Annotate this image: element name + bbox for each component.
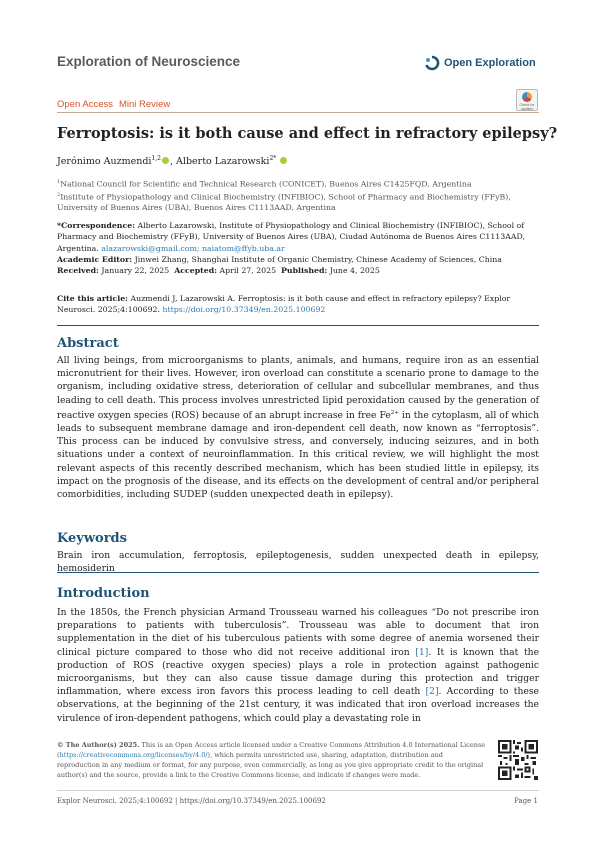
accepted-date: April 27, 2025 bbox=[217, 266, 277, 276]
correspondence-text: Alberto Lazarowski, Institute of Physiopathology and Clinical Biochemistry (INFIBIOC), School of Pharmacy and Biochemistry (FFyB), University of Buenos Aires (UBA), Ciudad Autónoma de Buenos Aires C1113AAD, Argentina. bbox=[57, 221, 525, 253]
cite-text: Auzmendi J, Lazarowski A. Ferroptosis: is it both cause and effect in refractory epilepsy? Explor Neurosci. 2025;4:100692. bbox=[57, 294, 511, 314]
article-tags bbox=[57, 99, 170, 110]
author-affiliation-marker: 1,2 bbox=[151, 155, 161, 162]
author-name: Alberto Lazarowski bbox=[176, 156, 270, 168]
received-label: Received: bbox=[57, 266, 99, 276]
orcid-icon[interactable] bbox=[280, 157, 287, 164]
page-number: Page 1 bbox=[514, 797, 538, 805]
updates-label: Check for updates bbox=[519, 103, 535, 111]
cite-label: Cite this article: bbox=[57, 294, 129, 303]
license-notice bbox=[57, 740, 487, 780]
reference-link[interactable]: [2] bbox=[425, 686, 439, 698]
accepted-label: Accepted: bbox=[174, 266, 218, 276]
received-date: January 22, 2025 bbox=[98, 266, 170, 276]
affiliation-text: National Council for Scientific and Technical Research (CONICET), Buenos Aires C1425FQD, Argentina bbox=[60, 179, 472, 189]
license-text: ), which permits unrestricted use, sharing, adaptation, distribution and reproduction in any medium or format, for any purpose, even commercially, as long as you give appropriate credit to the original author(s) and the source, provide a link to the Creative Commons license, and indicate if changes were made. bbox=[57, 751, 484, 779]
publisher-brand[interactable] bbox=[424, 55, 536, 71]
academic-editor bbox=[57, 254, 539, 265]
correspondence-email-link[interactable]: alazarowski@gmail.com; naiatom@ffyb.uba.ar bbox=[101, 243, 285, 253]
correspondence-label: *Correspondence: bbox=[57, 221, 136, 230]
author-separator: , bbox=[170, 156, 177, 168]
published-label: Published: bbox=[281, 266, 328, 276]
affiliations bbox=[57, 177, 539, 213]
affiliation bbox=[57, 190, 539, 214]
affiliation-marker: 2 bbox=[57, 191, 61, 198]
affiliation bbox=[57, 177, 539, 190]
editor-label: Academic Editor: bbox=[57, 254, 133, 264]
footer-citation: Explor Neurosci. 2025;4:100692 | https://doi.org/10.37349/en.2025.100692 bbox=[57, 797, 326, 805]
orcid-icon[interactable] bbox=[162, 157, 169, 164]
published-date: June 4, 2025 bbox=[327, 266, 380, 276]
mini-review-tag: Mini Review bbox=[118, 99, 171, 110]
open-access-tag: Open Access bbox=[57, 99, 113, 110]
introduction-text-part: . According to these observations, at the beginning of the 21st century, it was indicated that iron overload increases the virulence of iron-dependent pathogens, which could play a devastating role in bbox=[57, 686, 539, 724]
abstract-text-part: All living beings, from microorganisms to plants, animals, and humans, require iron as an essential micronutrient for their lives. However, iron overload can constitute a scenario prone to damage to the organism, including oxidative stress, deterioration of cellular and subcellular membranes, and thus leading to cell death. This process involves unrestricted lipid peroxidation caused by the generation of reactive oxygen species (ROS) because of an abrupt increase in free Fe bbox=[57, 355, 539, 421]
article-title: Ferroptosis: is it both cause and effect in refractory epilepsy? bbox=[57, 125, 558, 142]
article-dates bbox=[57, 265, 539, 276]
reference-link[interactable]: [1] bbox=[415, 646, 429, 658]
copyright-label: © The Author(s) 2025. bbox=[57, 741, 140, 749]
keywords-text: Brain iron accumulation, ferroptosis, epileptogenesis, sudden unexpected death in epilepsy, hemosiderin bbox=[57, 550, 539, 575]
updates-icon bbox=[522, 92, 532, 102]
footer-divider bbox=[57, 790, 539, 791]
publisher-name: Open Exploration bbox=[444, 57, 536, 69]
qr-code-icon[interactable] bbox=[498, 740, 538, 780]
license-link[interactable]: https://creativecommons.org/licenses/by/4.0/ bbox=[59, 751, 208, 759]
introduction-text bbox=[57, 606, 539, 725]
keywords-heading: Keywords bbox=[57, 531, 127, 546]
author-name: Jerónimo Auzmendi bbox=[57, 156, 152, 168]
abstract-text-part: in the cytoplasm, all of which leads to subsequent membrane damage and iron-dependent cell death, now known as “ferroptosis”. This process can be induced by convulsive stress, and conversely, inducing seizures, and in both situations under a context of neuroinflammation. In this critical review, we will highlight the most relevant aspects of this recently described mechanism, which has been studied little in epilepsy, its impact on the prognosis of the disease, and its effects on the development of central and/or peripheral comorbidities, including SUDEP (sudden unexpected death in epilepsy). bbox=[57, 409, 539, 501]
citation-block bbox=[57, 293, 539, 315]
header-divider bbox=[57, 112, 539, 113]
open-exploration-logo-icon bbox=[424, 55, 440, 71]
abstract-superscript: 2+ bbox=[390, 409, 399, 416]
journal-name: Exploration of Neuroscience bbox=[57, 54, 241, 69]
author-affiliation-marker: 2* bbox=[269, 155, 277, 162]
article-metadata bbox=[57, 220, 539, 276]
section-divider bbox=[57, 572, 539, 573]
section-divider bbox=[57, 325, 539, 326]
correspondence bbox=[57, 220, 539, 254]
affiliation-marker: 1 bbox=[57, 179, 61, 185]
author-list bbox=[57, 155, 288, 167]
cite-doi-link[interactable]: https://doi.org/10.37349/en.2025.100692 bbox=[162, 305, 326, 314]
license-text: This is an Open Access article licensed under a Creative Commons Attribution 4.0 International License ( bbox=[57, 741, 486, 759]
check-for-updates-badge[interactable] bbox=[516, 89, 538, 111]
introduction-text-part: In the 1850s, the French physician Armand Trousseau warned his colleagues “Do not prescribe iron preparations to patients with tuberculosis”. Trousseau was able to document that iron supplementation in the diet of his tuberculous patients with some degree of anemia worsened their clinical picture compared to those who did not receive additional iron bbox=[57, 607, 539, 658]
abstract-heading: Abstract bbox=[57, 336, 119, 351]
introduction-heading: Introduction bbox=[57, 586, 150, 601]
introduction-text-part: . It is known that the production of ROS (reactive oxygen species) plays a role in protection against pathogenic microorganisms, but they can also cause tissue damage during this protection and trigger inflammation, where excess iron favors this process leading to cell death bbox=[57, 646, 540, 698]
editor-text: Jinwei Zhang, Shanghai Institute of Organic Chemistry, Chinese Academy of Sciences, China bbox=[132, 254, 502, 264]
affiliation-text: Institute of Physiopathology and Clinical Biochemistry (INFIBIOC), School of Pharmacy and Biochemistry (FFyB), University of Buenos Aires (UBA), Buenos Aires C1113AAD, Argentina bbox=[57, 192, 511, 213]
abstract-text bbox=[57, 354, 539, 501]
